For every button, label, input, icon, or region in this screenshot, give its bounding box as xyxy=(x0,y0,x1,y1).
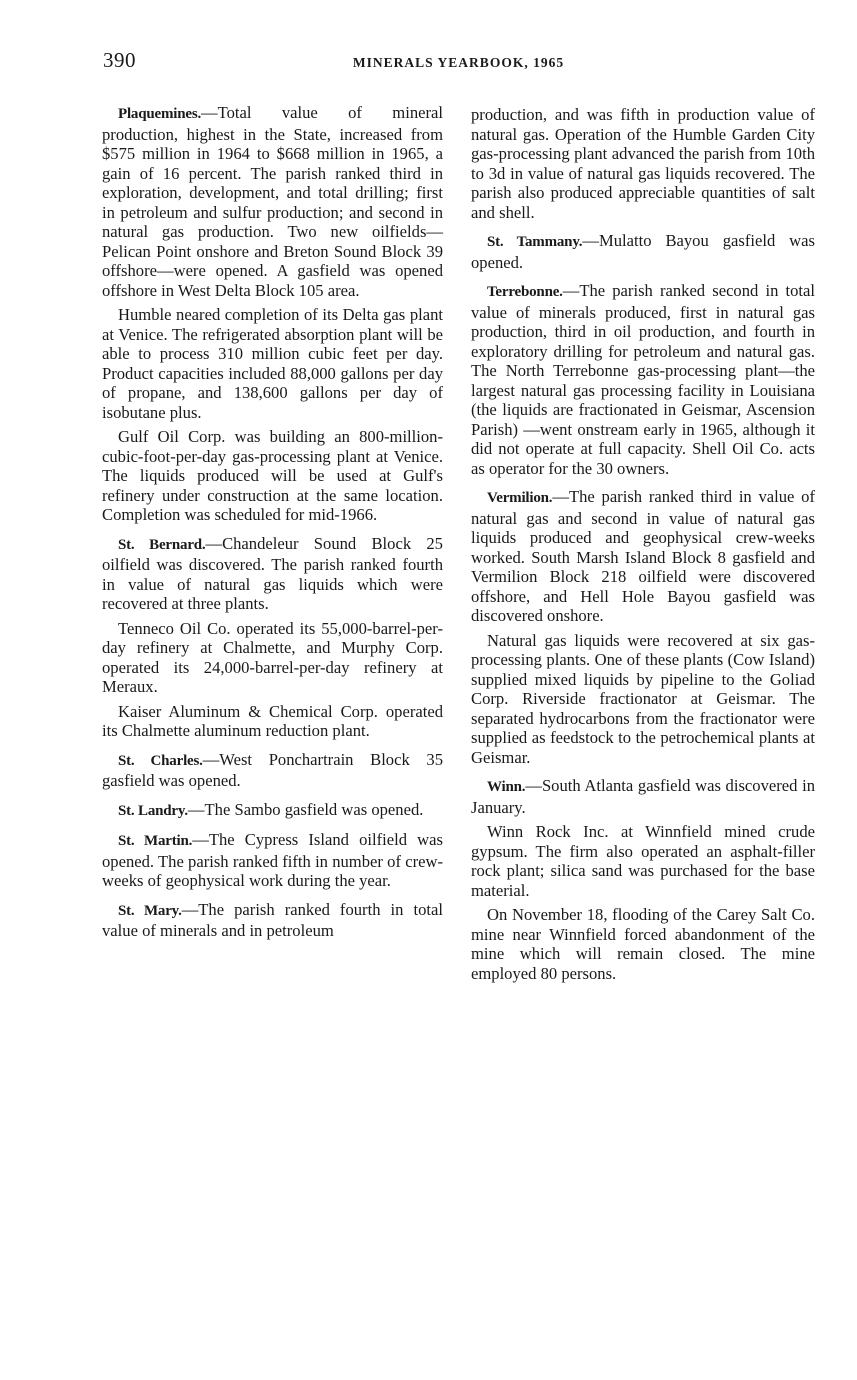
parish-heading-winn: Winn. xyxy=(487,779,526,795)
parish-heading-plaquemines: Plaquemines. xyxy=(118,106,202,122)
paragraph-text: —The Cypress Island oilfield was opened. The parish ranked fifth in number of crew-weeks of geophysical work during the year. xyxy=(102,830,443,890)
paragraph-carey-salt: On November 18, flooding of the Carey Salt Co. mine near Winnfield forced abandonment of the mine which will remain closed. The mine employed 80 persons. xyxy=(471,905,815,983)
paragraph-st-charles xyxy=(102,750,443,791)
page-number: 390 xyxy=(103,48,136,72)
parish-heading-st-tammany: St. Tammany. xyxy=(487,234,583,250)
paragraph-text: —The Sambo gasfield was opened. xyxy=(187,799,424,819)
paragraph-gulf: Gulf Oil Corp. was building an 800-million-cubic-foot-per-day gas-processing plant at Venice. The liquids produced will be used at Gulf's refinery under construction at the same location. Completion was scheduled for mid-1966. xyxy=(102,427,443,524)
paragraph-tenneco: Tenneco Oil Co. operated its 55,000-barrel-per-day refinery at Chalmette, and Murphy Corp. operated its 24,000-barrel-per-day refinery at Meraux. xyxy=(102,618,443,696)
paragraph-humble: Humble neared completion of its Delta gas plant at Venice. The refrigerated absorption plant will be able to process 310 million cubic feet per day. Product capacities included 88,000 gallons per day of propane, and 138,600 gallons per day of isobutane plus. xyxy=(102,305,443,422)
parish-heading-terrebonne: Terrebonne. xyxy=(487,284,563,300)
paragraph-text: —The parish ranked third in value of natural gas and second in value of natural gas liquids produced and geophysical crew-weeks worked. South Marsh Island Block 8 gasfield and Vermilion Block 218 oilfield were discovered offshore, and Hell Hole Bayou gasfield was discovered onshore. xyxy=(471,487,815,625)
running-title: MINERALS YEARBOOK, 1965 xyxy=(352,55,565,70)
paragraph-text: —Mulatto Bayou gasfield was opened. xyxy=(471,231,815,272)
paragraph-text: —South Atlanta gasfield was discovered in January. xyxy=(471,776,815,817)
paragraph-st-martin xyxy=(102,830,443,891)
paragraph-natural-gas-liquids: Natural gas liquids were recovered at six gas-processing plants. One of these plants (Cow Island) supplied mixed liquids by pipeline to the Goliad Corp. Riverside fractionator at Geismar. The separated hydrocarbons from the fractionator were supplied as feedstock to the petrochemical plants at Geismar. xyxy=(471,630,815,767)
paragraph-winn xyxy=(471,776,815,817)
right-column xyxy=(471,105,815,983)
paragraph-text: —Total value of mineral production, highest in the State, increased from $575 million in 1964 to $668 million in 1965, a gain of 16 percent. The parish ranked third in exploration, development, and total drilling; first in petroleum and sulfur production; and second in natural gas production. Two new oilfields—Pelican Point onshore and Breton Sound Block 39 offshore—were opened. A gasfield was opened offshore in West Delta Block 105 area. xyxy=(102,103,443,300)
paragraph-text: —West Ponchartrain Block 35 gasfield was opened. xyxy=(102,749,443,790)
parish-heading-st-martin: St. Martin. xyxy=(118,833,193,849)
paragraph-text: —The parish ranked fourth in total value of minerals and in petroleum xyxy=(102,899,443,940)
parish-heading-st-bernard: St. Bernard. xyxy=(118,536,206,553)
parish-heading-st-mary: St. Mary. xyxy=(118,902,182,919)
left-column xyxy=(102,103,443,941)
paragraph-st-mary xyxy=(102,900,443,941)
paragraph-text: —The parish ranked second in total value of minerals produced, first in natural gas production, third in oil production, and fourth in exploratory drilling for petroleum and natural gas. The North Terrebonne gas-processing plant—the largest natural gas processing facility in Louisiana (the liquids are fractionated in Geismar, Ascension Parish) —went onstream early in 1965, although it did not operate at full capacity. Shell Oil Co. acts as operator for the 30 owners. xyxy=(471,281,815,478)
paragraph-vermilion xyxy=(471,487,815,626)
paragraph-terrebonne xyxy=(471,281,815,478)
parish-heading-st-charles: St. Charles. xyxy=(118,752,203,769)
paragraph-kaiser: Kaiser Aluminum & Chemical Corp. operated its Chalmette aluminum reduction plant. xyxy=(102,701,443,740)
parish-heading-st-landry: St. Landry. xyxy=(118,802,188,819)
paragraph-text: —Chandeleur Sound Block 25 oilfield was discovered. The parish ranked fourth in value of natural gas liquids which were recovered at three plants. xyxy=(102,533,443,613)
paragraph-st-bernard xyxy=(102,534,443,614)
paragraph-st-tammany xyxy=(471,231,815,272)
paragraph-st-landry xyxy=(102,800,443,822)
paragraph-st-mary-continued: production, and was fifth in production value of natural gas. Operation of the Humble Garden City gas-processing plant advanced the parish from 10th to 3d in value of natural gas liquids recovered. The parish also produced appreciable quantities of salt and shell. xyxy=(471,105,815,222)
paragraph-plaquemines xyxy=(102,103,443,300)
paragraph-winn-rock: Winn Rock Inc. at Winnfield mined crude gypsum. The firm also operated an asphalt-filler rock plant; silica sand was purchased for the base material. xyxy=(471,822,815,900)
parish-heading-vermilion: Vermilion. xyxy=(487,490,553,506)
